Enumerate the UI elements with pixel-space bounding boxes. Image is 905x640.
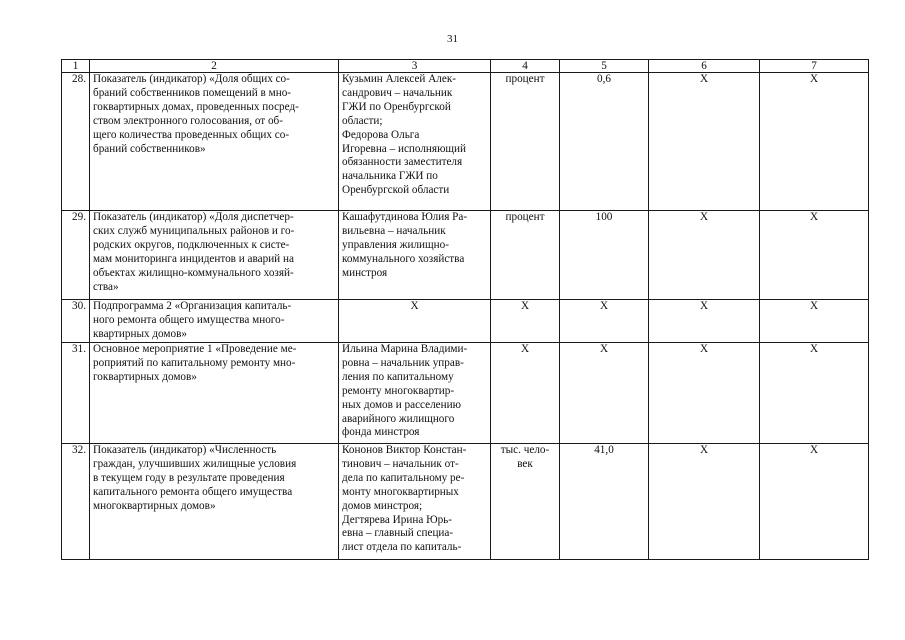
row-name-text: Подпрограмма 2 «Организация капиталь- ного ремонта общего имущества много- квартирных домов» [93, 300, 292, 340]
row-col6: Х [649, 211, 760, 300]
row-col7: Х [760, 343, 869, 444]
row-responsible [339, 343, 491, 444]
column-header: 4 [491, 60, 560, 73]
row-responsible-text: Х [410, 300, 419, 312]
row-unit-text: процент [505, 211, 545, 223]
page-number: 31 [447, 33, 458, 45]
row-number: 28. [62, 73, 90, 211]
row-col7: Х [760, 73, 869, 211]
column-header: 7 [760, 60, 869, 73]
row-name-text: Показатель (индикатор) «Доля диспетчер- ских служб муниципальных районов и го- родских округов, подключенных к систе- мам мониторинга инцидентов и аварий на объектах жилищно-коммунального хозяй- ства» [93, 211, 295, 293]
row-name-text: Основное мероприятие 1 «Проведение ме- роприятий по капитальному ремонту мно- гоквартирных домов» [93, 343, 297, 383]
row-responsible-text: Ильина Марина Владими- ровна – начальник управ- ления по капитальному ремонту многоквартир- ных домов и расселению аварийного жилищного фонда минстроя [342, 343, 468, 439]
row-unit [491, 73, 560, 211]
row-value: Х [560, 300, 649, 343]
column-header: 5 [560, 60, 649, 73]
row-number: 30. [62, 300, 90, 343]
row-responsible [339, 300, 491, 343]
row-unit [491, 343, 560, 444]
table-row [62, 73, 869, 211]
column-header: 2 [90, 60, 339, 73]
table-row [62, 211, 869, 300]
row-name-text: Показатель (индикатор) «Доля общих со- браний собственников помещений в мно- гоквартирных домах, проведенных посред- ством электронного голосования, от об- щего количества проведенных общих со- браний собственников» [93, 73, 299, 155]
row-responsible [339, 73, 491, 211]
row-col7: Х [760, 444, 869, 560]
row-col7: Х [760, 300, 869, 343]
row-responsible-text: Кашафутдинова Юлия Ра- вильевна – начальник управления жилищно- коммунального хозяйства минстроя [342, 211, 468, 279]
column-header: 1 [62, 60, 90, 73]
row-unit-text: процент [505, 73, 545, 85]
row-name [90, 300, 339, 343]
column-header: 6 [649, 60, 760, 73]
row-unit [491, 444, 560, 560]
row-name [90, 211, 339, 300]
column-header: 3 [339, 60, 491, 73]
table-row [62, 300, 869, 343]
table-row [62, 444, 869, 560]
indicators-table [61, 59, 869, 560]
row-name [90, 73, 339, 211]
row-name [90, 343, 339, 444]
row-col6: Х [649, 300, 760, 343]
row-unit [491, 300, 560, 343]
row-responsible [339, 444, 491, 560]
row-responsible [339, 211, 491, 300]
table-header-row [62, 60, 869, 73]
row-number: 32. [62, 444, 90, 560]
row-value: Х [560, 343, 649, 444]
row-unit-text: тыс. чело- век [500, 444, 550, 470]
row-value: 0,6 [560, 73, 649, 211]
row-number: 29. [62, 211, 90, 300]
row-value: 100 [560, 211, 649, 300]
row-responsible-text: Кузьмин Алексей Алек- сандрович – начальник ГЖИ по Оренбургской области; Федорова Ольга Игоревна – исполняющий обязанности заместителя начальника ГЖИ по Оренбургской области [342, 73, 467, 197]
row-number: 31. [62, 343, 90, 444]
row-unit [491, 211, 560, 300]
row-unit-text: Х [520, 343, 530, 355]
row-responsible-text: Кононов Виктор Констан- тинович – начальник от- дела по капитальному ре- монту многоквартирных домов минстроя; Дегтярева Ирина Юрь- евна – главный специа- лист отдела по капиталь- [342, 444, 467, 554]
row-value: 41,0 [560, 444, 649, 560]
row-name [90, 444, 339, 560]
row-col7: Х [760, 211, 869, 300]
row-unit-text: Х [520, 300, 530, 312]
row-col6: Х [649, 73, 760, 211]
row-name-text: Показатель (индикатор) «Численность граждан, улучшивших жилищные условия в текущем году в результате проведения капитального ремонта общего имущества многоквартирных домов» [93, 444, 297, 512]
row-col6: Х [649, 343, 760, 444]
row-col6: Х [649, 444, 760, 560]
table-row [62, 343, 869, 444]
